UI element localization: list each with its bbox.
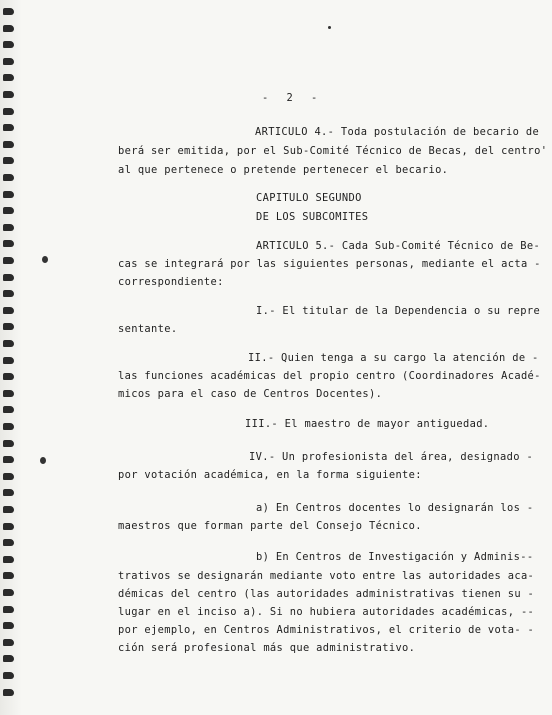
binding-hole [3,556,14,563]
binding-hole [3,58,14,65]
binding-hole [3,390,14,397]
binding-hole [3,539,14,546]
line-24: ción será profesional más que administrativo. [118,642,416,654]
binding-hole [3,290,14,297]
binding-hole [3,274,14,281]
line-15: IV.- Un profesionista del área, designado - [249,451,534,463]
binding-hole [3,323,14,330]
binding-hole [3,440,14,447]
binding-hole [3,307,14,314]
binding-hole [3,589,14,596]
binding-hole [3,606,14,613]
binding-hole [3,423,14,430]
binding-hole [3,489,14,496]
line-13: micos para el caso de Centros Docentes). [118,388,383,400]
binding-hole [3,340,14,347]
line-07: cas se integrará por las siguientes personas, mediante el acta - [118,258,541,270]
line-18: maestros que forman parte del Consejo Técnico. [118,520,422,532]
punch-hole-top [42,256,48,263]
binding-hole [3,639,14,646]
binding-hole [3,406,14,413]
line-23: por ejemplo, en Centros Administrativos, el criterio de vota- - [118,624,535,636]
line-12: las funciones académicas del propio centro (Coordinadores Acadé- [118,370,541,382]
line-17: a) En Centros docentes lo designarán los - [256,502,534,514]
binding-hole [3,41,14,48]
binding-hole [3,157,14,164]
binding-hole [3,240,14,247]
binding-hole [3,572,14,579]
binding-hole [3,257,14,264]
punch-hole-bottom [40,457,46,464]
binding-hole [3,207,14,214]
line-06: ARTICULO 5.- Cada Sub-Comité Técnico de Be- [256,240,541,252]
line-02: berá ser emitida, por el Sub-Comité Técnico de Becas, del centro' [118,145,548,157]
speck [328,26,331,29]
line-16: por votación académica, en la forma siguiente: [118,469,422,481]
binding-hole [3,373,14,380]
binding-hole [3,174,14,181]
binding-hole [3,523,14,530]
line-19: b) En Centros de Investigación y Adminis-- [256,551,534,563]
line-03: al que pertenece o pretende pertenecer el becario. [118,164,449,176]
binding-hole [3,357,14,364]
binding-hole [3,25,14,32]
line-01: ARTICULO 4.- Toda postulación de becario de [255,126,540,138]
line-22: lugar en el inciso a). Si no hubiera autoridades académicas, -- [118,606,535,618]
binding-hole [3,141,14,148]
page-number: - 2 - [262,92,324,104]
line-11: II.- Quien tenga a su cargo la atención de - [248,352,539,364]
binding-hole [3,124,14,131]
binding-hole [3,689,14,696]
binding-hole [3,655,14,662]
chapter-subtitle: DE LOS SUBCOMITES [256,211,369,223]
binding-hole [3,506,14,513]
binding-hole [3,622,14,629]
binding-hole [3,473,14,480]
binding-hole [3,191,14,198]
line-09: I.- El titular de la Dependencia o su repre [256,305,541,317]
binding-hole [3,8,14,15]
binding-hole [3,108,14,115]
line-10: sentante. [118,323,178,335]
binding-hole [3,91,14,98]
binding-hole [3,456,14,463]
line-14: III.- El maestro de mayor antiguedad. [245,418,490,430]
line-20: trativos se designarán mediante voto entre las autoridades aca- [118,570,535,582]
chapter-title: CAPITULO SEGUNDO [256,192,362,204]
line-21: démicas del centro (las autoridades administrativas tienen su - [118,588,535,600]
binding-hole [3,224,14,231]
binding-hole [3,74,14,81]
line-08: correspondiente: [118,276,224,288]
binding-hole [3,672,14,679]
